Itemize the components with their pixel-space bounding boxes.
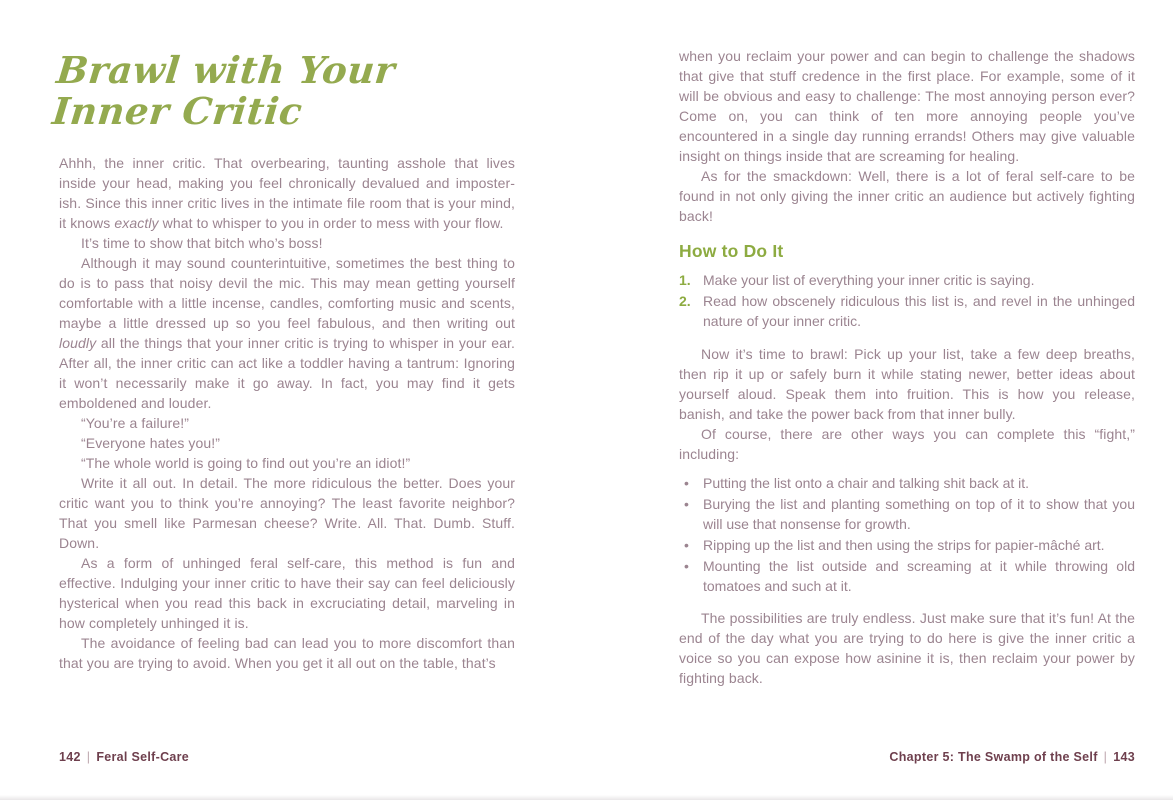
page-number: 143 (1113, 750, 1135, 764)
book-title-footer: Feral Self-Care (96, 750, 190, 764)
paragraph: Of course, there are other ways you can complete this “fight,” including: (679, 426, 1135, 462)
list-marker: • (684, 475, 689, 491)
list-marker: 2. (679, 293, 691, 309)
list-marker: 1. (679, 272, 691, 288)
paragraph: It’s time to show that bitch who’s boss! (81, 234, 323, 251)
paragraph: “Everyone hates you!” (81, 434, 221, 451)
numbered-list (679, 270, 1135, 331)
page-left (50, 0, 515, 800)
bullet-list-item (679, 494, 1135, 534)
footer-separator: | (86, 750, 91, 764)
right-page-body-end (679, 608, 1135, 688)
paragraph: The possibilities are truly endless. Just make sure that it’s fun! At the end of the day what you are trying to do here is give the inner critic a voice so you can expose how asinine it is, then reclaim your power by fighting back. (679, 610, 1135, 686)
paragraph: “You’re a failure!” (81, 414, 189, 431)
chapter-title-footer: Chapter 5: The Swamp of the Self (889, 750, 1098, 764)
page-number: 142 (59, 750, 81, 764)
numbered-list-item (679, 291, 1135, 331)
bullet-list (679, 473, 1135, 596)
paragraph: when you reclaim your power and can begin to challenge the shadows that give that stuff credence in the first place. For example, some of it will be obvious and easy to challenge: The most annoying person ever? Come on, you can think of ten more annoying people you’ve encountered in a single day running errands! Others may give valuable insight on things inside that are screaming for healing. (679, 48, 1135, 164)
paragraph: Write it all out. In detail. The more ridiculous the better. Does your critic want you to think you’re annoying? The least favorite neighbor? That you smell like Parmesan cheese? Write. All. That. Dumb. Stuff. Down. (59, 474, 515, 551)
paragraph: The avoidance of feeling bad can lead you to more discomfort than that you are trying to avoid. When you get it all out on the table, that’s (59, 634, 515, 671)
bullet-list-item (679, 556, 1135, 596)
right-page-body-top (679, 0, 1135, 226)
bullet-list-item (679, 473, 1135, 493)
chapter-title-line-2: Inner Critic (50, 89, 305, 134)
list-item-text: Burying the list and planting something on top of it to show that you will use that nonsense for growth. (703, 496, 1135, 532)
page-right (679, 0, 1135, 800)
list-item-text: Ripping up the list and then using the strips for papier-mâché art. (703, 537, 1105, 553)
paragraph: As for the smackdown: Well, there is a lot of feral self-care to be found in not only giving the inner critic an audience but actively fighting back! (679, 168, 1135, 224)
bullet-list-item (679, 535, 1135, 555)
right-page-footer (679, 750, 1135, 764)
paragraph: Although it may sound counterintuitive, sometimes the best thing to do is to pass that noisy devil the mic. This may mean getting yourself comfortable with a little incense, candles, comforting music and scents, maybe a little dressed up so you feel fabulous, and then writing out loudly all the things that your inner critic is trying to whisper in your ear. After all, the inner critic can act like a toddler having a tantrum: Ignoring it won’t necessarily make it go away. In fact, you may find it gets emboldened and louder. (59, 254, 515, 411)
left-page-footer (59, 750, 515, 764)
paragraph: As a form of unhinged feral self-care, this method is fun and effective. Indulging your inner critic to have their say can feel deliciously hysterical when you read this back in excruciating detail, marveling in how completely unhinged it is. (59, 554, 515, 631)
paragraph: Ahhh, the inner critic. That overbearing, taunting asshole that lives inside your head, making you feel chronically devalued and imposter-ish. Since this inner critic lives in the intimate file room that is your mind, it knows exactly what to whisper to you in order to mess with your flow. (59, 154, 515, 231)
paragraph: “The whole world is going to find out you’re an idiot!” (81, 454, 411, 471)
footer-separator: | (1103, 750, 1108, 764)
list-marker: • (684, 496, 689, 512)
chapter-title-line-1: Brawl with Your (54, 48, 398, 92)
list-item-text: Make your list of everything your inner critic is saying. (703, 272, 1035, 288)
paragraph: Now it’s time to brawl: Pick up your list, take a few deep breaths, then rip it up or safely burn it while stating newer, better ideas about yourself aloud. Speak them into fruition. This is how you release, banish, and take the power back from that inner bully. (679, 346, 1135, 422)
numbered-list-item (679, 270, 1135, 290)
page-bottom-edge (0, 795, 1173, 800)
list-marker: • (684, 558, 689, 574)
chapter-title (50, 50, 515, 133)
list-marker: • (684, 537, 689, 553)
section-heading: How to Do It (679, 241, 784, 261)
left-page-body (59, 153, 515, 673)
list-item-text: Putting the list onto a chair and talking shit back at it. (703, 475, 1030, 491)
list-item-text: Read how obscenely ridiculous this list is, and revel in the unhinged nature of your inner critic. (703, 293, 1135, 329)
right-page-body-mid (679, 344, 1135, 464)
list-item-text: Mounting the list outside and screaming at it while throwing old tomatoes and such at it. (703, 558, 1135, 594)
